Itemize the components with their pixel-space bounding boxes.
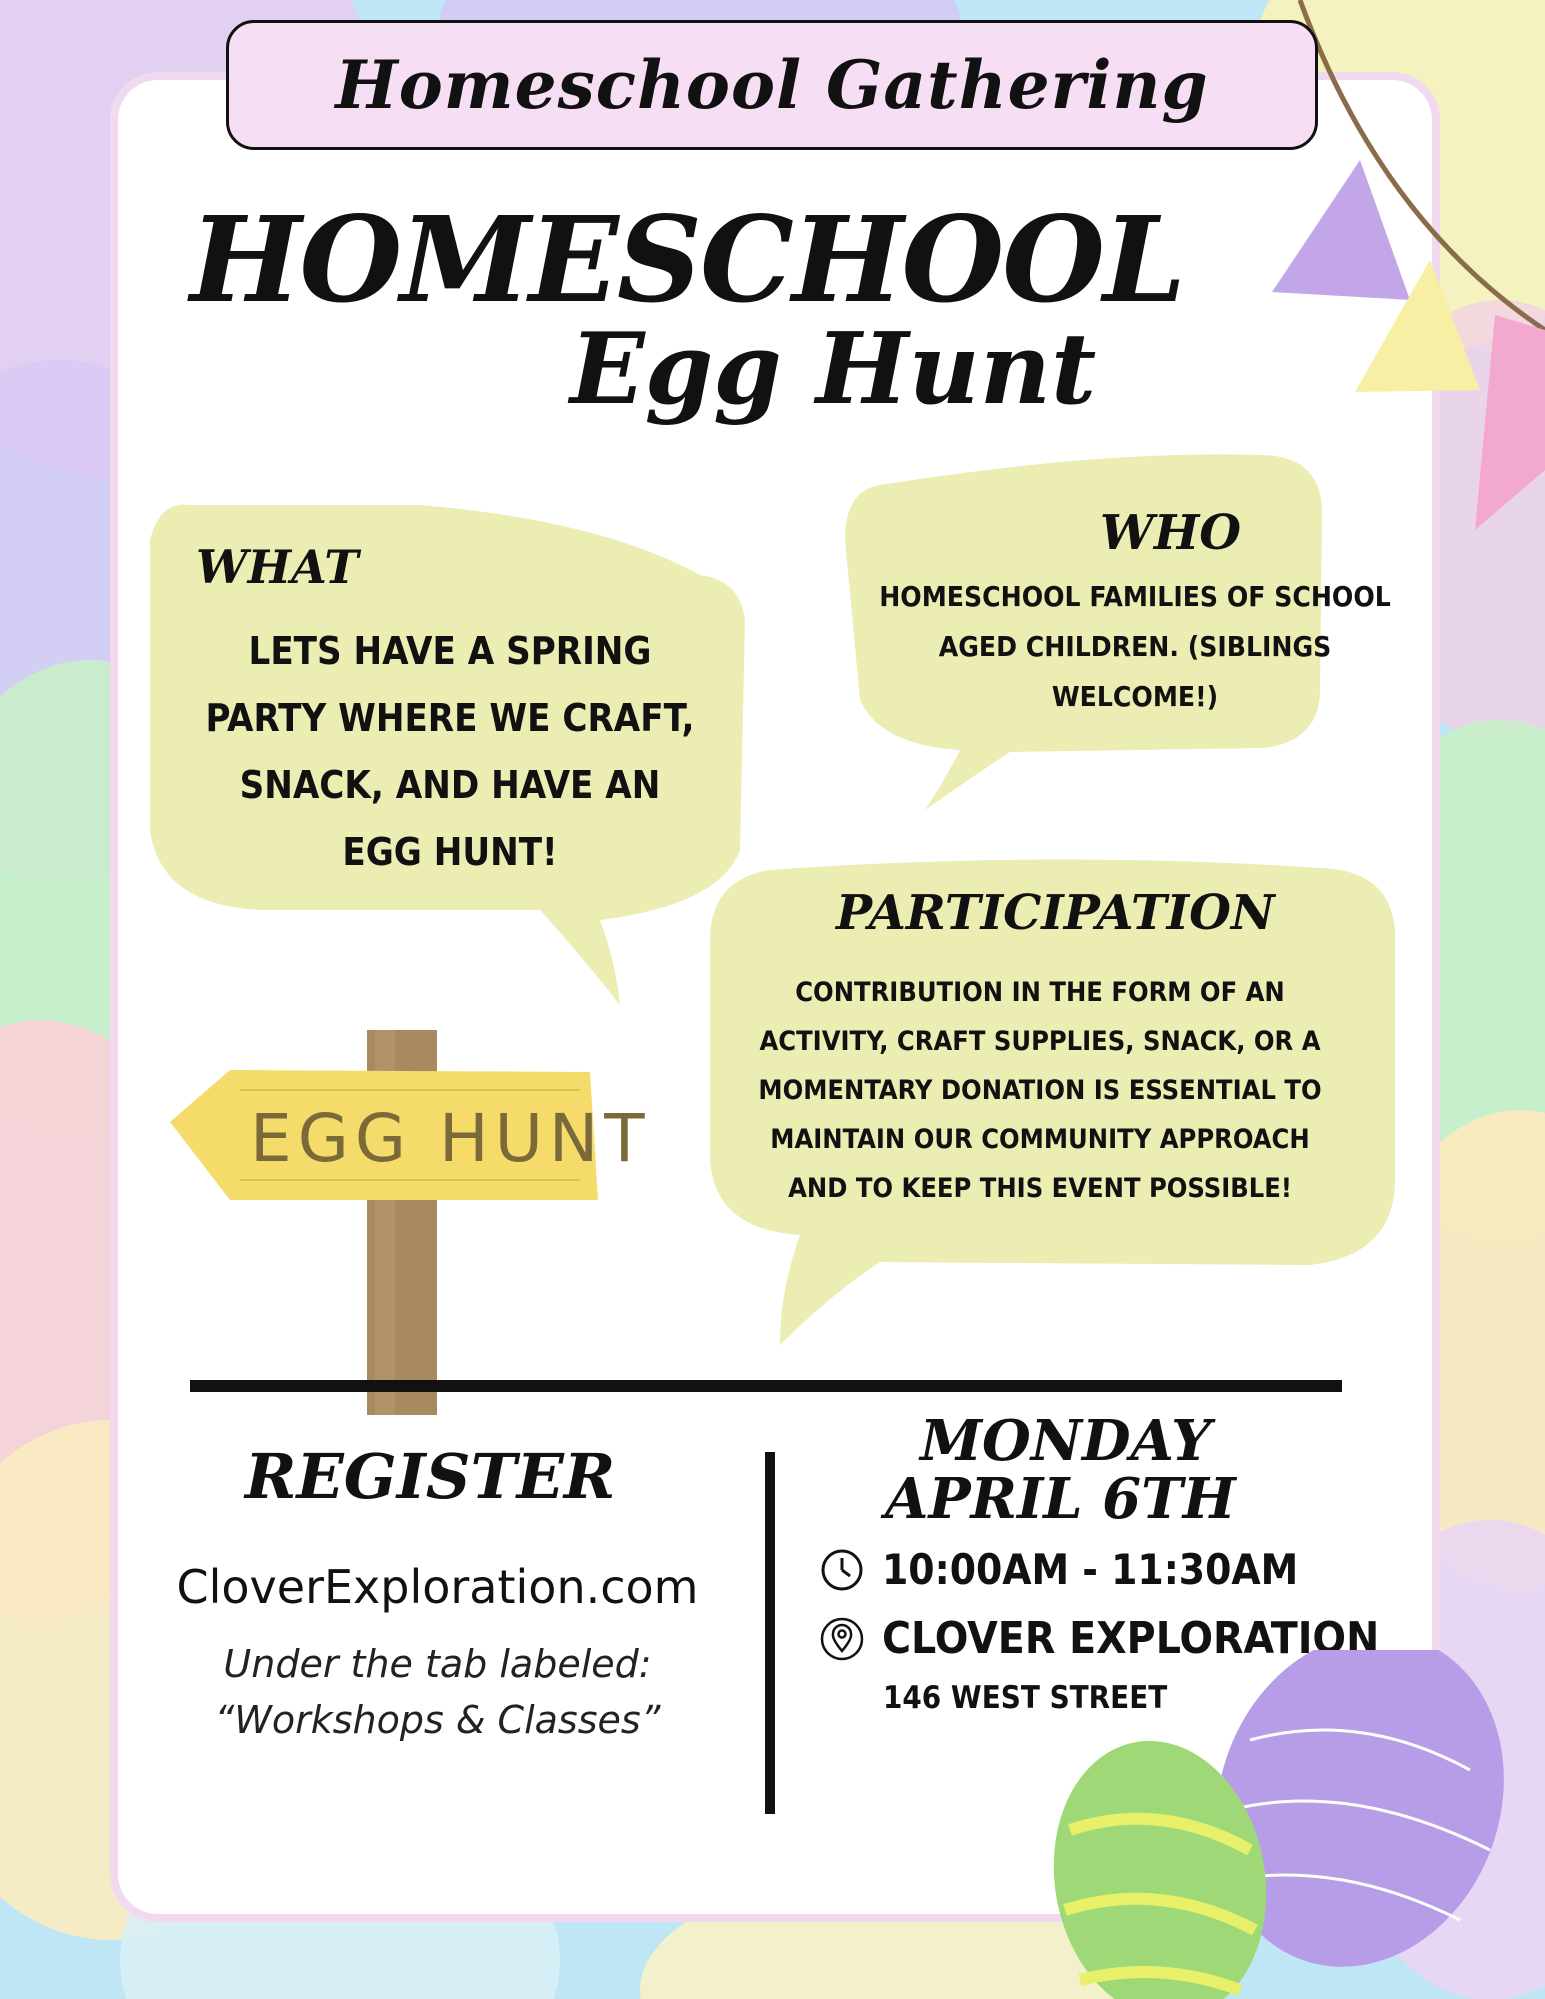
registration-note-line1: Under the tab labeled: xyxy=(223,1642,652,1686)
egg-hunt-signpost xyxy=(170,1030,610,1420)
header-banner-text: Homeschool Gathering xyxy=(335,46,1209,124)
map-pin-icon xyxy=(820,1617,864,1661)
event-time: 10:00AM - 11:30AM xyxy=(882,1545,1299,1594)
event-title-line1: HOMESCHOOL xyxy=(190,190,1185,329)
event-location: CLOVER EXPLORATION xyxy=(882,1613,1380,1664)
event-street: 146 WEST STREET xyxy=(883,1680,1168,1716)
registration-website[interactable]: CloverExploration.com xyxy=(176,1560,699,1614)
register-heading: REGISTER xyxy=(245,1440,616,1513)
what-text: LETS HAVE A SPRING PARTY WHERE WE CRAFT, SNACK, AND HAVE AN EGG HUNT! xyxy=(205,629,695,874)
event-time-row xyxy=(820,1545,1298,1594)
egg-hunt-sign-text: EGG HUNT xyxy=(250,1100,651,1177)
participation-text: CONTRIBUTION IN THE FORM OF AN ACTIVITY, CRAFT SUPPLIES, SNACK, OR A MOMENTARY DONATION IS ESSENTIAL TO MAINTAIN OUR COMMUNITY APPROACH AND TO KEEP THIS EVENT POSSIBLE! xyxy=(758,977,1322,1204)
event-day: MONDAY xyxy=(920,1408,1212,1474)
event-title-line2: Egg Hunt xyxy=(570,312,1097,427)
event-date: APRIL 6TH xyxy=(885,1466,1236,1532)
registration-note-line2: “Workshops & Classes” xyxy=(214,1698,661,1742)
clock-icon xyxy=(820,1548,864,1592)
what-label: WHAT xyxy=(196,540,359,594)
participation-label: PARTICIPATION xyxy=(836,885,1275,941)
who-label: WHO xyxy=(1100,505,1242,561)
vertical-divider xyxy=(765,1452,775,1814)
who-text: HOMESCHOOL FAMILIES OF SCHOOL AGED CHILDREN. (SIBLINGS WELCOME!) xyxy=(879,580,1391,713)
horizontal-divider xyxy=(190,1380,1342,1392)
registration-tab-note xyxy=(150,1636,725,1748)
easter-eggs-decoration xyxy=(1040,1650,1510,1999)
